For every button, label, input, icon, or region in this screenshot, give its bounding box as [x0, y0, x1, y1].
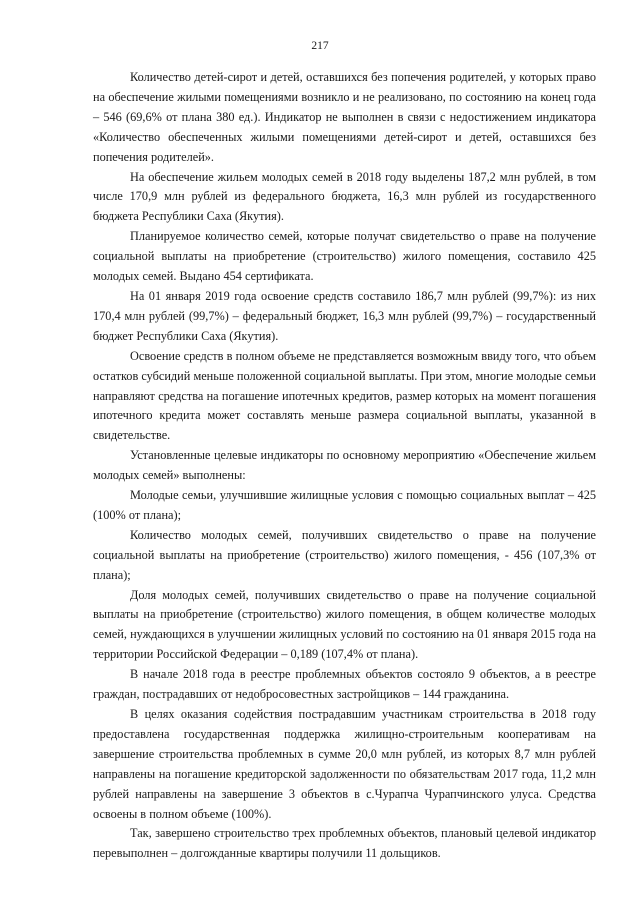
paragraph-indicator-certificates: Количество молодых семей, получивших свидетельство о праве на получение социальной выплаты на приобретение (строительство) жилого помещения, - 456 (107,3% от плана);: [93, 527, 596, 582]
paragraph-planned-families: Планируемое количество семей, которые получат свидетельство о праве на получение социальной выплаты на приобретение (строительство) жилого помещения, составило 425 молодых семей. Выдано 454 сертификата.: [93, 229, 596, 284]
paragraph-young-families-funding: На обеспечение жильем молодых семей в 2018 году выделены 187,2 млн рублей, в том числе 170,9 млн рублей из федерального бюджета, 16,3 млн рублей из государственного бюджета Республики Саха (Якутия).: [93, 169, 596, 224]
paragraph-indicator-improved-conditions: Молодые семьи, улучшившие жилищные условия с помощью социальных выплат – 425 (100% от плана);: [93, 488, 596, 522]
document-body: [93, 68, 596, 864]
paragraph-orphans-housing: Количество детей-сирот и детей, оставшихся без попечения родителей, у которых право на обеспечение жилыми помещениями возникло и не реализовано, по состоянию на конец года – 546 (69,6% от плана 380 ед.). Индикатор не выполнен в связи с недостижением индикатора «Количество обеспеченных жилыми помещениями детей-сирот и детей, оставшихся без попечения родителей».: [93, 70, 596, 164]
paragraph-indicator-share: Доля молодых семей, получивших свидетельство о праве на получение социальной выплаты на приобретение (строительство) жилого помещения, в общем количестве молодых семей, нуждающихся в улучшении жилищных условий по состоянию на 01 января 2015 года на территории Российской Федерации – 0,189 (107,4% от плана).: [93, 587, 596, 662]
paragraph-completion: Так, завершено строительство трех проблемных объектов, плановый целевой индикатор перевыполнен – долгожданные квартиры получили 11 дольщиков.: [93, 826, 596, 861]
page-number: 217: [311, 40, 329, 52]
paragraph-funds-spent: На 01 января 2019 года освоение средств составило 186,7 млн рублей (99,7%): из них 170,4 млн рублей (99,7%) – федеральный бюджет, 16,3 млн рублей (99,7%) – государственный бюджет Республики Саха (Якутия).: [93, 288, 596, 343]
paragraph-funds-explanation: Освоение средств в полном объеме не представляется возможным ввиду того, что объем остатков субсидий меньше положенной социальной выплаты. При этом, многие молодые семьи направляют средства на погашение ипотечных кредитов, размер которых на момент погашения ипотечного кредита может составлять меньше размера социальной выплаты, указанной в свидетельстве.: [93, 348, 596, 443]
paragraph-indicators-intro: Установленные целевые индикаторы по основному мероприятию «Обеспечение жильем молодых семей» выполнены:: [93, 448, 596, 483]
paragraph-state-support: В целях оказания содействия пострадавшим участникам строительства в 2018 году предоставлена государственная поддержка жилищно-строительным кооперативам на завершение строительства проблемных в сумме 20,0 млн рублей, из которых 8,7 млн рублей направлены на погашение кредиторской задолженности по обязательствам 2017 года, 11,2 млн рублей направлены на завершение 3 объектов в с.Чурапча Чурапчинского улуса. Средства освоены в полном объеме (100%).: [93, 707, 596, 821]
paragraph-problem-objects: В начале 2018 года в реестре проблемных объектов состояло 9 объектов, а в реестре граждан, пострадавших от недобросовестных застройщиков – 144 гражданина.: [93, 667, 596, 702]
